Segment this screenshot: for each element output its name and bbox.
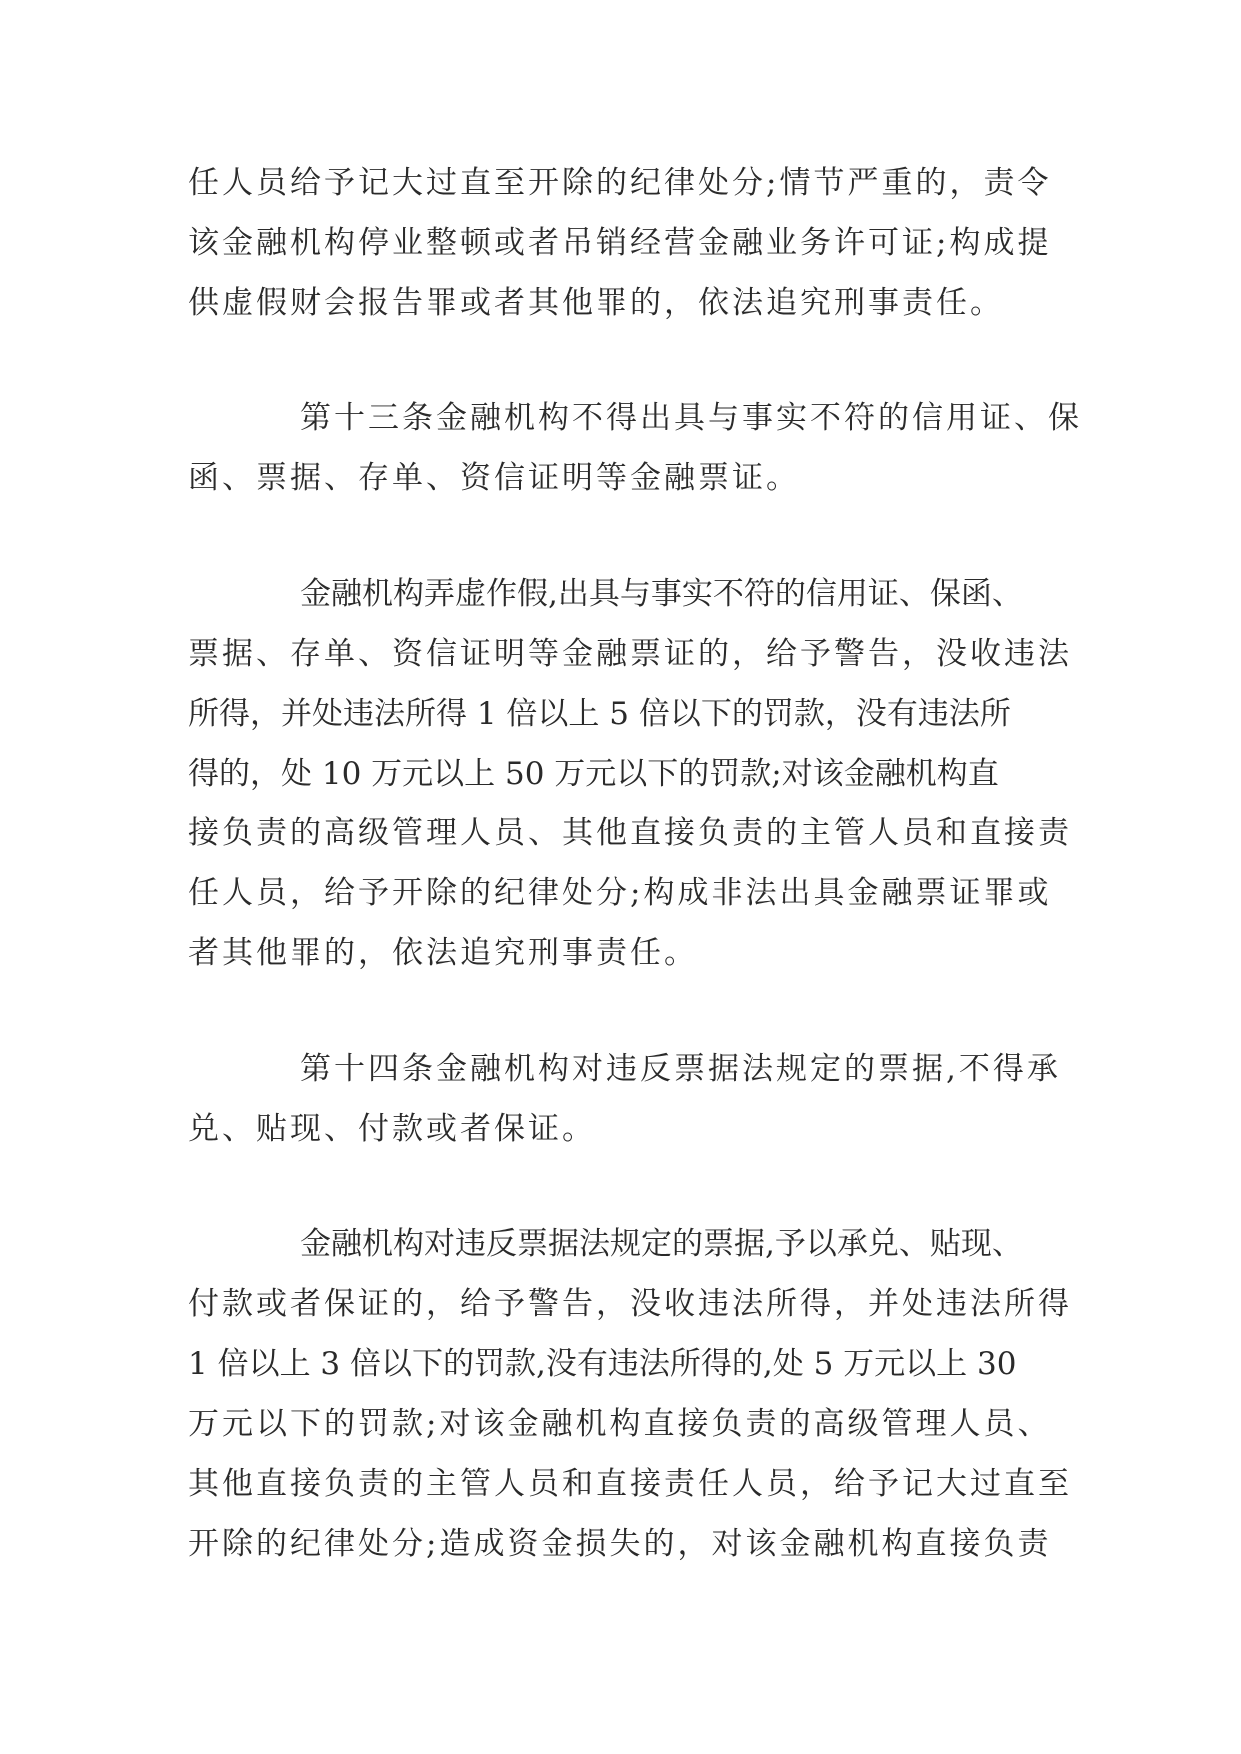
paragraph-3-line-3: 所得，并处违法所得 1 倍以上 5 倍以下的罚款，没有违法所 (188, 696, 1011, 732)
paragraph-5-line-4: 万元以下的罚款;对该金融机构直接负责的高级管理人员、 (188, 1406, 1052, 1442)
article-14-line-1: 第十四条金融机构对违反票据法规定的票据,不得承 (300, 1051, 1061, 1087)
article-13-line-1: 第十三条金融机构不得出具与事实不符的信用证、保 (300, 400, 1082, 436)
article-14-line-2: 兑、贴现、付款或者保证。 (188, 1111, 596, 1147)
paragraph-1-line-2: 该金融机构停业整顿或者吊销经营金融业务许可证;构成提 (188, 225, 1052, 261)
paragraph-1-line-1: 任人员给予记大过直至开除的纪律处分;情节严重的，责令 (188, 165, 1052, 201)
paragraph-1-line-3: 供虚假财会报告罪或者其他罪的，依法追究刑事责任。 (188, 285, 1004, 321)
paragraph-3-line-1: 金融机构弄虚作假,出具与事实不符的信用证、保函、 (300, 576, 1023, 612)
paragraph-5-line-6: 开除的纪律处分;造成资金损失的，对该金融机构直接负责 (188, 1526, 1052, 1562)
paragraph-5-line-5: 其他直接负责的主管人员和直接责任人员，给予记大过直至 (188, 1466, 1072, 1502)
article-13-line-2: 函、票据、存单、资信证明等金融票证。 (188, 460, 800, 496)
paragraph-3-line-7: 者其他罪的，依法追究刑事责任。 (188, 935, 698, 971)
paragraph-3-line-6: 任人员，给予开除的纪律处分;构成非法出具金融票证罪或 (188, 875, 1052, 911)
paragraph-5-line-2: 付款或者保证的，给予警告，没收违法所得，并处违法所得 (188, 1286, 1072, 1322)
paragraph-3-line-5: 接负责的高级管理人员、其他直接负责的主管人员和直接责 (188, 815, 1072, 851)
paragraph-5-line-3: 1 倍以上 3 倍以下的罚款,没有违法所得的,处 5 万元以上 30 (188, 1346, 1017, 1382)
paragraph-3-line-4: 得的，处 10 万元以上 50 万元以下的罚款;对该金融机构直 (188, 756, 999, 792)
paragraph-3-line-2: 票据、存单、资信证明等金融票证的，给予警告，没收违法 (188, 636, 1072, 672)
paragraph-5-line-1: 金融机构对违反票据法规定的票据,予以承兑、贴现、 (300, 1226, 1023, 1262)
